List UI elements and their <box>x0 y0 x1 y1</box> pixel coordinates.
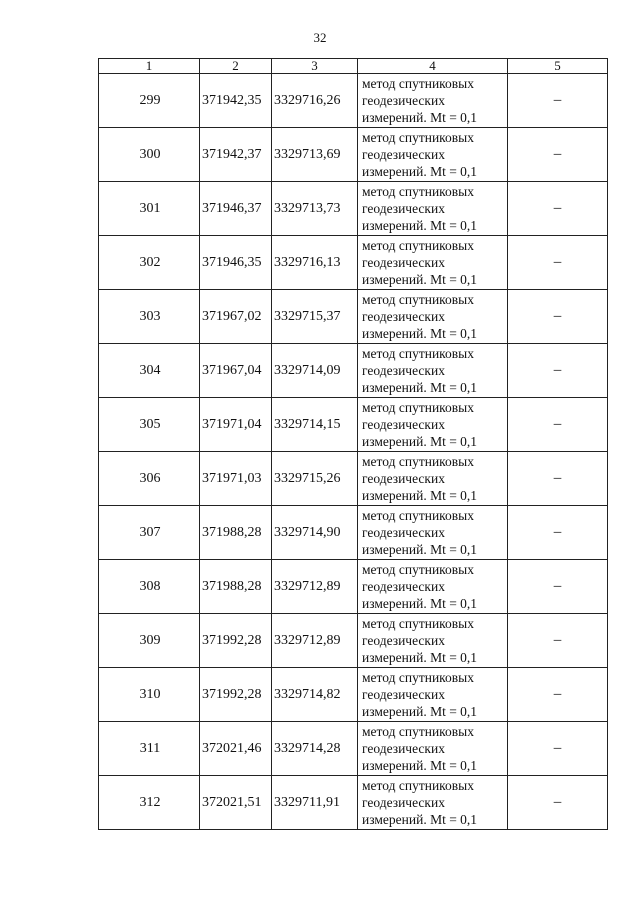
method-line: геодезических <box>362 417 445 432</box>
y-coordinate-cell: 3329714,28 <box>272 722 358 776</box>
table-row <box>99 344 608 398</box>
x-coordinate-cell: 371992,28 <box>200 614 272 668</box>
method-line: геодезических <box>362 525 445 540</box>
table-row <box>99 668 608 722</box>
y-coordinate-cell: 3329712,89 <box>272 560 358 614</box>
x-coordinate-cell: 371946,35 <box>200 236 272 290</box>
note-cell: – <box>508 776 608 830</box>
point-number-cell: 311 <box>99 722 200 776</box>
method-line: метод спутниковых <box>362 76 474 91</box>
method-line: геодезических <box>362 795 445 810</box>
method-line: геодезических <box>362 579 445 594</box>
method-line: измерений. Mt = 0,1 <box>362 812 478 827</box>
note-cell: – <box>508 452 608 506</box>
note-cell: – <box>508 560 608 614</box>
point-number-cell: 310 <box>99 668 200 722</box>
y-coordinate-cell: 3329713,69 <box>272 128 358 182</box>
method-line: геодезических <box>362 363 445 378</box>
method-line: измерений. Mt = 0,1 <box>362 326 478 341</box>
header-col-5: 5 <box>508 59 608 74</box>
method-line: метод спутниковых <box>362 238 474 253</box>
point-number-cell: 307 <box>99 506 200 560</box>
table-row <box>99 128 608 182</box>
method-line: измерений. Mt = 0,1 <box>362 164 478 179</box>
point-number-cell: 306 <box>99 452 200 506</box>
table-body <box>99 74 608 830</box>
table-row <box>99 776 608 830</box>
table-row <box>99 506 608 560</box>
table-row <box>99 182 608 236</box>
point-number-cell: 309 <box>99 614 200 668</box>
x-coordinate-cell: 372021,46 <box>200 722 272 776</box>
y-coordinate-cell: 3329715,37 <box>272 290 358 344</box>
method-line: геодезических <box>362 201 445 216</box>
y-coordinate-cell: 3329714,15 <box>272 398 358 452</box>
y-coordinate-cell: 3329713,73 <box>272 182 358 236</box>
method-cell <box>358 722 508 776</box>
method-line: метод спутниковых <box>362 562 474 577</box>
method-line: измерений. Mt = 0,1 <box>362 218 478 233</box>
point-number-cell: 303 <box>99 290 200 344</box>
note-cell: – <box>508 668 608 722</box>
table-header <box>99 59 608 74</box>
method-cell <box>358 398 508 452</box>
y-coordinate-cell: 3329711,91 <box>272 776 358 830</box>
method-cell <box>358 290 508 344</box>
point-number-cell: 302 <box>99 236 200 290</box>
table-row <box>99 722 608 776</box>
note-cell: – <box>508 344 608 398</box>
header-col-3: 3 <box>272 59 358 74</box>
point-number-cell: 304 <box>99 344 200 398</box>
x-coordinate-cell: 372021,51 <box>200 776 272 830</box>
table-row <box>99 452 608 506</box>
method-line: измерений. Mt = 0,1 <box>362 434 478 449</box>
x-coordinate-cell: 371967,04 <box>200 344 272 398</box>
table-row <box>99 614 608 668</box>
note-cell: – <box>508 236 608 290</box>
method-line: геодезических <box>362 147 445 162</box>
method-cell <box>358 128 508 182</box>
point-number-cell: 301 <box>99 182 200 236</box>
method-line: геодезических <box>362 741 445 756</box>
method-cell <box>358 614 508 668</box>
x-coordinate-cell: 371946,37 <box>200 182 272 236</box>
table-row <box>99 398 608 452</box>
method-cell <box>358 668 508 722</box>
page-number: 32 <box>313 30 327 45</box>
method-line: метод спутниковых <box>362 292 474 307</box>
x-coordinate-cell: 371942,35 <box>200 74 272 128</box>
x-coordinate-cell: 371971,04 <box>200 398 272 452</box>
method-line: геодезических <box>362 633 445 648</box>
x-coordinate-cell: 371967,02 <box>200 290 272 344</box>
method-line: метод спутниковых <box>362 724 474 739</box>
method-line: геодезических <box>362 309 445 324</box>
note-cell: – <box>508 290 608 344</box>
header-col-1: 1 <box>99 59 200 74</box>
method-cell <box>358 236 508 290</box>
point-number-cell: 299 <box>99 74 200 128</box>
method-cell <box>358 560 508 614</box>
method-line: метод спутниковых <box>362 670 474 685</box>
header-col-4: 4 <box>358 59 508 74</box>
method-line: измерений. Mt = 0,1 <box>362 650 478 665</box>
method-line: измерений. Mt = 0,1 <box>362 704 478 719</box>
method-cell <box>358 776 508 830</box>
method-line: измерений. Mt = 0,1 <box>362 542 478 557</box>
note-cell: – <box>508 506 608 560</box>
note-cell: – <box>508 182 608 236</box>
y-coordinate-cell: 3329714,09 <box>272 344 358 398</box>
method-cell <box>358 506 508 560</box>
method-cell <box>358 74 508 128</box>
method-line: метод спутниковых <box>362 346 474 361</box>
x-coordinate-cell: 371988,28 <box>200 560 272 614</box>
method-line: метод спутниковых <box>362 184 474 199</box>
point-number-cell: 300 <box>99 128 200 182</box>
y-coordinate-cell: 3329716,26 <box>272 74 358 128</box>
point-number-cell: 308 <box>99 560 200 614</box>
note-cell: – <box>508 128 608 182</box>
method-line: геодезических <box>362 471 445 486</box>
method-cell <box>358 452 508 506</box>
note-cell: – <box>508 722 608 776</box>
y-coordinate-cell: 3329716,13 <box>272 236 358 290</box>
method-line: измерений. Mt = 0,1 <box>362 380 478 395</box>
table-row <box>99 236 608 290</box>
x-coordinate-cell: 371971,03 <box>200 452 272 506</box>
method-line: метод спутниковых <box>362 130 474 145</box>
method-line: метод спутниковых <box>362 616 474 631</box>
method-line: измерений. Mt = 0,1 <box>362 110 478 125</box>
y-coordinate-cell: 3329714,82 <box>272 668 358 722</box>
table-row <box>99 560 608 614</box>
method-line: геодезических <box>362 255 445 270</box>
table-row <box>99 74 608 128</box>
method-line: геодезических <box>362 93 445 108</box>
point-number-cell: 305 <box>99 398 200 452</box>
method-line: измерений. Mt = 0,1 <box>362 272 478 287</box>
method-cell <box>358 344 508 398</box>
x-coordinate-cell: 371942,37 <box>200 128 272 182</box>
method-line: метод спутниковых <box>362 400 474 415</box>
method-line: метод спутниковых <box>362 778 474 793</box>
header-row <box>99 59 608 74</box>
y-coordinate-cell: 3329714,90 <box>272 506 358 560</box>
note-cell: – <box>508 398 608 452</box>
header-col-2: 2 <box>200 59 272 74</box>
method-line: метод спутниковых <box>362 454 474 469</box>
method-line: геодезических <box>362 687 445 702</box>
method-line: измерений. Mt = 0,1 <box>362 488 478 503</box>
coordinates-table <box>98 58 608 830</box>
note-cell: – <box>508 74 608 128</box>
note-cell: – <box>508 614 608 668</box>
table-row <box>99 290 608 344</box>
x-coordinate-cell: 371992,28 <box>200 668 272 722</box>
point-number-cell: 312 <box>99 776 200 830</box>
method-line: метод спутниковых <box>362 508 474 523</box>
method-cell <box>358 182 508 236</box>
x-coordinate-cell: 371988,28 <box>200 506 272 560</box>
method-line: измерений. Mt = 0,1 <box>362 596 478 611</box>
method-line: измерений. Mt = 0,1 <box>362 758 478 773</box>
y-coordinate-cell: 3329715,26 <box>272 452 358 506</box>
y-coordinate-cell: 3329712,89 <box>272 614 358 668</box>
